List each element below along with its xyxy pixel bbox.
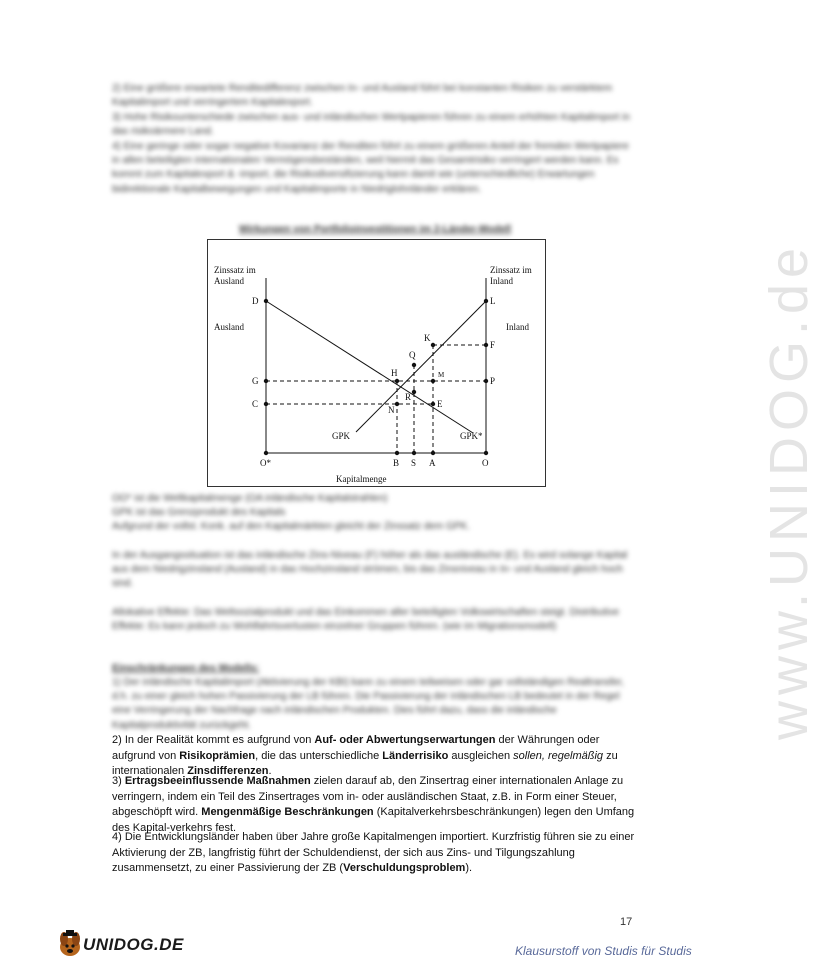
point-k	[431, 343, 435, 347]
right-axis-label-line2: Inland	[490, 276, 513, 286]
watermark-text: www.UNIDOG.de	[759, 241, 820, 741]
label-q: Q	[409, 350, 416, 360]
paragraph-entwicklungslaender: 4) Die Entwicklungsländer haben über Jahre große Kapitalmengen importiert. Kurzfristig führen sie zu einer Aktivierung der ZB, langfristig führt der Schuldendienst, der sich aus Zins- und Tilgungszahlung zusammensetzt, zu einer Passivierung der ZB (Verschuldungsproblem).	[112, 831, 635, 875]
blurred-paragraph-ausgangssituation: In der Ausgangssituation ist das inländische Zins-Niveau (F) höher als das ausländische (E). Es wird solange Kapital aus dem Niedrigzinsland (Ausland) in das Hochzinsland strömen, bis das Zinsniveau in In- und Ausland gleich hoch sind.	[112, 550, 628, 590]
footer-slogan: Klausurstoff von Studis für Studis	[515, 944, 692, 958]
point-b	[395, 451, 399, 455]
logo-text: UNIDOG.DE	[83, 935, 184, 954]
point-s	[412, 451, 416, 455]
label-c: C	[252, 399, 259, 409]
region-label-inland: Inland	[506, 322, 529, 332]
unidog-logo	[55, 928, 184, 960]
gpk-curve	[356, 301, 486, 432]
blurred-paragraph-renditedifferenz: 2) Eine größere erwartete Renditedifferenz zwischen In- und Ausland führt bei konstanten Risiken zu verstärktem Kapitalimport und verringertem Kapitalexport.	[112, 83, 613, 109]
point-r	[412, 390, 416, 394]
paragraph-realitaet: 2) In der Realität kommt es aufgrund von Auf- oder Abwertungserwartungen der Währungen oder aufgrund von Risikoprämien, die das unterschiedliche Länderrisiko ausgleichen sollen, regelmäßig zu internationalen Zinsdifferenzen.	[112, 734, 618, 778]
blurred-paragraph-kovarianz: 4) Eine geringe oder sogar negative Kovarianz der Renditen führt zu einem größeren Anteil der fremden Wertpapiere in allen beteiligten internationalen Vermögensbeständen, weil hiermit das Gesamtrisiko verringert werden kann. Es kommt zum Kapitalexport & -import, die Risikodiversifizierung kann damit wie (unterschiedliche) Erwartungen bidirektionale Kapitalbewegungen und Kapitalimporte in Niedriglohnländer erklären.	[112, 141, 629, 195]
point-l	[484, 299, 488, 303]
point-c	[264, 402, 268, 406]
point-n	[395, 402, 399, 406]
tick-o-star: O*	[260, 458, 271, 468]
label-h: H	[391, 368, 398, 378]
label-f: F	[490, 340, 496, 350]
point-f	[484, 343, 488, 347]
dog-icon	[55, 928, 85, 960]
blurred-paragraph-risikounterschiede: 3) Hohe Risikounterschiede zwischen aus- und inländischen Wertpapieren führen zu einem erhöhten Kapitalimport in das risikoärmere Land.	[112, 112, 630, 138]
blurred-paragraph-effekte: Allokative Effekte: Das Weltsozialprodukt und das Einkommen aller beteiligten Volkswirtschaften steigt. Distributive Effekte: Es kann jedoch zu Wohlfahrtsverlusten einzelner Gruppen führen. (wie im Migrationsmodell)	[112, 607, 620, 633]
label-p: P	[490, 376, 496, 386]
point-o-star	[264, 451, 268, 455]
tick-b: B	[393, 458, 400, 468]
left-axis-label-line1: Zinssatz im	[214, 265, 256, 275]
point-g	[264, 379, 268, 383]
gpk-star-curve	[266, 301, 473, 433]
left-axis-label-line2: Ausland	[214, 276, 244, 286]
page-number: 17	[620, 916, 633, 928]
tick-s: S	[411, 458, 417, 468]
blurred-definition-konkurrenz: Aufgrund der vollst. Konk. auf den Kapitalmärkten gleicht der Zinssatz dem GPK.	[112, 521, 470, 532]
right-axis-label-line1: Zinssatz im	[490, 265, 532, 275]
label-d: D	[252, 296, 259, 306]
paragraph-massnahmen: 3) Ertragsbeeinflussende Maßnahmen zielen darauf ab, den Zinsertrag einer internationalen Anlage zu verringern, indem ein Teil des Zinsertrages vom in- oder ausländischen Staat, z.B. in Form einer Steuer, abgeschöpft wird. Mengenmäßige Beschränkungen (Kapitalverkehrsbeschränkungen) legen den Umfang des Kapital-verkehrs fest.	[112, 775, 635, 834]
label-e: E	[437, 399, 443, 409]
blurred-paragraph-kapitalimport: 1) Der inländische Kapitalimport (Aktivierung der KBI) kann zu einem teilweisen oder gar vollständigen Realtransfer, d.h. zu einer gleich hohen Passivierung der LB führen. Die Passivierung der inländischen LB bedeutet in der Regel eine Verringerung der Nachfrage nach inländischen Produkten. Dies führt dazu, dass die inländische Kapitalproduktivität zurückgeht.	[112, 677, 624, 731]
point-d	[264, 299, 268, 303]
region-label-ausland: Ausland	[214, 322, 244, 332]
label-l: L	[490, 296, 496, 306]
label-gpk-star: GPK*	[460, 431, 483, 441]
tick-o: O	[482, 458, 489, 468]
tick-a: A	[429, 458, 436, 468]
label-n: N	[388, 405, 395, 415]
point-p	[484, 379, 488, 383]
point-e	[431, 402, 435, 406]
point-a	[431, 451, 435, 455]
point-h	[395, 379, 399, 383]
figure-caption: Wirkungen von Portfolioinvestitionen im 2-Länder-Modell	[238, 224, 512, 235]
label-g: G	[252, 376, 259, 386]
label-k: K	[424, 333, 431, 343]
blurred-definition-gpk: GPK ist das Grenzprodukt des Kapitals	[112, 507, 286, 518]
point-o	[484, 451, 488, 455]
point-q	[412, 363, 416, 367]
label-r: R	[405, 392, 412, 402]
point-m	[431, 379, 435, 383]
label-m: M	[438, 371, 445, 379]
label-gpk: GPK	[332, 431, 351, 441]
portfolio-investment-diagram	[207, 239, 546, 487]
x-axis-label: Kapitalmenge	[336, 474, 387, 484]
blurred-definition-oo: OO* ist die Weltkapitalmenge (OA inländische Kapitalstrahlen)	[112, 493, 388, 504]
blurred-heading-einschraenkungen: Einschränkungen des Modells:	[112, 663, 260, 674]
